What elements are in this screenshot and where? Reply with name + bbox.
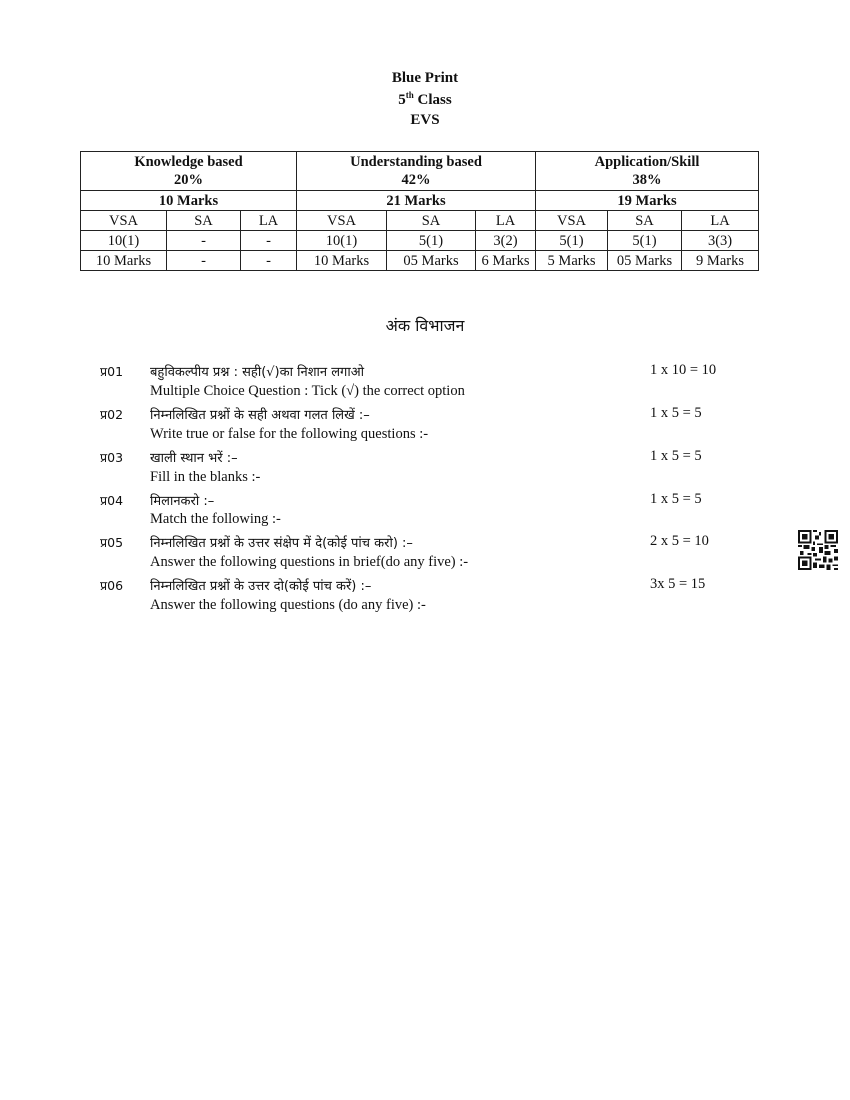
blueprint-table	[80, 151, 759, 271]
group-understanding	[297, 152, 536, 191]
question-number: प्र03	[100, 450, 124, 465]
subject-title: EVS	[410, 112, 440, 128]
question-hindi: खाली स्थान भरें :–	[150, 451, 238, 466]
question-marks: 3x 5 = 15	[650, 576, 706, 592]
question-english: Match the following :-	[150, 511, 281, 527]
group-name: Application/Skill	[594, 154, 700, 170]
table-cell: 3(3)	[682, 231, 759, 251]
question-marks: 1 x 10 = 10	[650, 362, 717, 378]
class-superscript: th	[405, 90, 414, 100]
qr-code-icon	[798, 530, 838, 570]
table-cell: -	[167, 231, 241, 251]
table-cell: SA	[608, 211, 682, 231]
question-number: प्र02	[100, 407, 124, 422]
table-cell: 5(1)	[536, 231, 608, 251]
table-cell: 3(2)	[476, 231, 536, 251]
table-cell: -	[241, 251, 297, 271]
table-cell: SA	[167, 211, 241, 231]
table-cell: -	[241, 231, 297, 251]
question-number: प्र05	[100, 535, 124, 550]
group-marks: 19 Marks	[536, 191, 759, 211]
group-knowledge	[81, 152, 297, 191]
question-marks: 1 x 5 = 5	[650, 448, 702, 464]
table-cell: 05 Marks	[387, 251, 476, 271]
question-number: प्र01	[100, 364, 124, 379]
question-hindi: निम्नलिखित प्रश्नों के उत्तर दो(कोई पांच करें) :–	[150, 579, 372, 594]
question-marks: 2 x 5 = 10	[650, 533, 709, 549]
table-cell: VSA	[536, 211, 608, 231]
question-english: Answer the following questions in brief(do any five) :-	[150, 554, 469, 570]
question-number: प्र04	[100, 493, 124, 508]
table-cell: 05 Marks	[608, 251, 682, 271]
group-percent: 38%	[632, 172, 662, 188]
question-english: Write true or false for the following questions :-	[150, 426, 429, 442]
table-cell: -	[167, 251, 241, 271]
group-name: Understanding based	[350, 154, 482, 170]
table-cell: 5(1)	[608, 231, 682, 251]
table-cell: 5(1)	[387, 231, 476, 251]
question-hindi: मिलानकरो :–	[150, 494, 215, 509]
group-application	[536, 152, 759, 191]
marks-distribution-heading: अंक विभाजन	[385, 316, 465, 335]
group-marks: 10 Marks	[81, 191, 297, 211]
table-cell: 6 Marks	[476, 251, 536, 271]
table-cell: VSA	[81, 211, 167, 231]
question-hindi: निम्नलिखित प्रश्नों के उत्तर संक्षेप में दे(कोई पांच करो) :–	[150, 536, 413, 551]
table-cell: LA	[241, 211, 297, 231]
subheader-row	[81, 211, 759, 231]
question-english: Fill in the blanks :-	[150, 469, 261, 485]
question-hindi: बहुविकल्पीय प्रश्न : सही(√)का निशान लगाओ	[150, 365, 365, 380]
group-header-row	[81, 152, 759, 191]
table-cell: 9 Marks	[682, 251, 759, 271]
question-marks: 1 x 5 = 5	[650, 491, 702, 507]
table-cell: SA	[387, 211, 476, 231]
doc-title: Blue Print	[391, 70, 459, 86]
table-cell: LA	[682, 211, 759, 231]
question-english: Answer the following questions (do any five) :-	[150, 597, 426, 613]
group-name: Knowledge based	[134, 154, 243, 170]
group-percent: 42%	[401, 172, 431, 188]
question-english: Multiple Choice Question : Tick (√) the correct option	[150, 383, 465, 399]
class-number: 5	[398, 92, 406, 108]
table-cell: 5 Marks	[536, 251, 608, 271]
table-cell: 10 Marks	[81, 251, 167, 271]
marks-row	[81, 251, 759, 271]
group-marks: 21 Marks	[297, 191, 536, 211]
group-marks-row	[81, 191, 759, 211]
table-cell: 10(1)	[81, 231, 167, 251]
class-title	[0, 90, 850, 109]
question-marks: 1 x 5 = 5	[650, 405, 702, 421]
table-cell: VSA	[297, 211, 387, 231]
table-cell: 10(1)	[297, 231, 387, 251]
group-percent: 20%	[174, 172, 203, 188]
counts-row	[81, 231, 759, 251]
class-word: Class	[413, 92, 452, 108]
table-cell: LA	[476, 211, 536, 231]
question-number: प्र06	[100, 578, 124, 593]
table-cell: 10 Marks	[297, 251, 387, 271]
question-hindi: निम्नलिखित प्रश्नों के सही अथवा गलत लिखें :–	[150, 408, 370, 423]
